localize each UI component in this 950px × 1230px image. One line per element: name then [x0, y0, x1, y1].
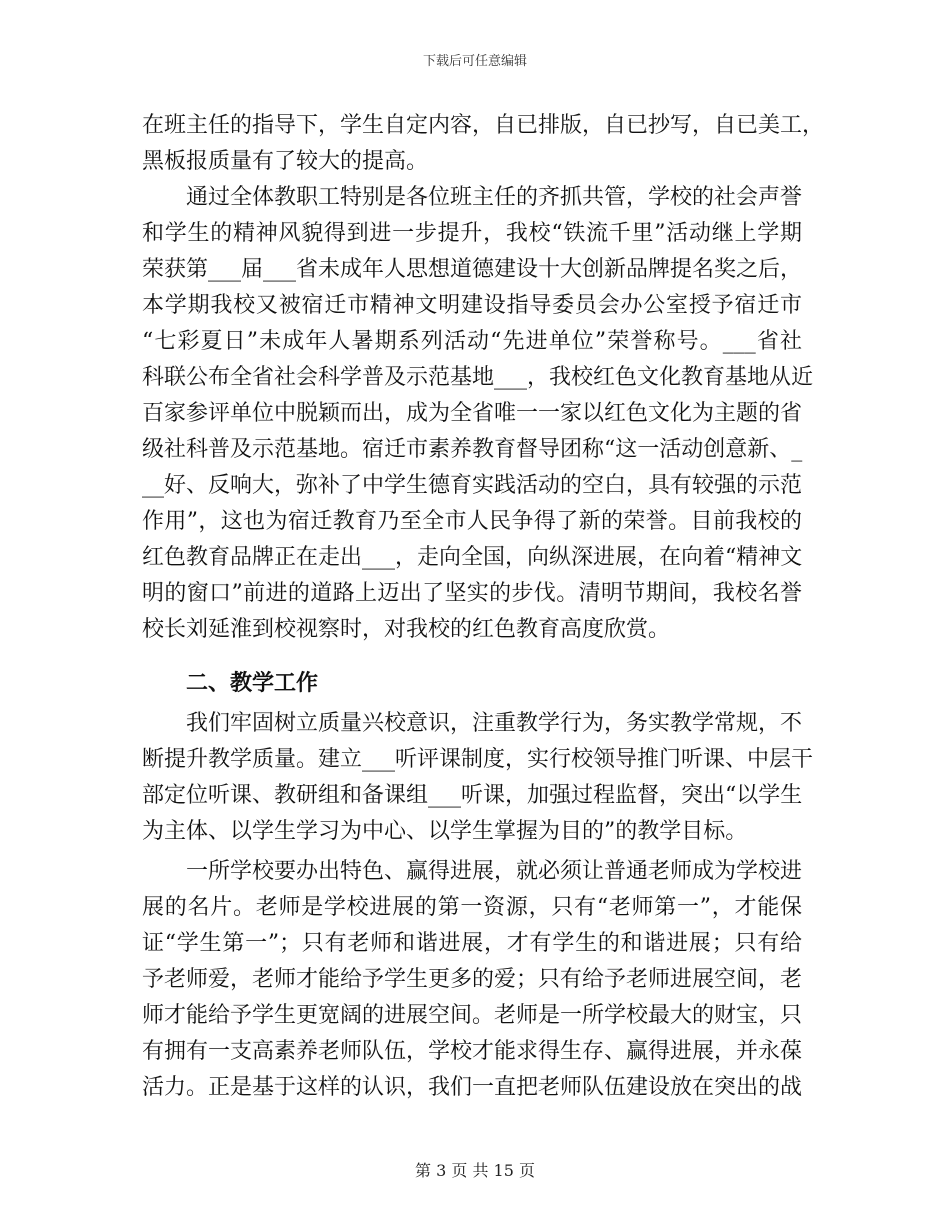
page-number: 第 3 页 共 15 页	[415, 1161, 535, 1180]
paragraph-2-line-12: 明的窗口”前进的道路上迈出了坚实的步伐。清明节期间，我校名誉	[142, 581, 802, 606]
section-paragraph-1-line-3: 部定位听课、教研组和备课组___听课，加强过程监督，突出“以学生	[142, 783, 803, 808]
paragraph-2-line-5: “七彩夏日”未成年人暑期系列活动“先进单位”荣誉称号。___省社	[142, 329, 802, 354]
paragraph-2-line-2: 和学生的精神风貌得到进一步提升，我校“铁流千里”活动继上学期	[142, 221, 802, 246]
section-paragraph-2-line-7: 活力。正是基于这样的认识，我们一直把老师队伍建设放在突出的战	[142, 1075, 803, 1100]
paragraph-2-line-9: __好、反响大，弥补了中学生德育实践活动的空白，具有较强的示范	[142, 473, 803, 498]
section-paragraph-2-line-1: 一所学校要办出特色、赢得进展，就必须让普通老师成为学校进	[186, 859, 803, 884]
paragraph-2-line-7: 百家参评单位中脱颖而出，成为全省唯一一家以红色文化为主题的省	[142, 401, 803, 426]
paragraph-2-line-10: 作用”，这也为宿迁教育乃至全市人民争得了新的荣誉。目前我校的	[142, 509, 802, 534]
section-heading: 二、教学工作	[186, 671, 319, 696]
paragraph-2-line-13: 校长刘延淮到校视察时，对我校的红色教育高度欣赏。	[142, 617, 671, 642]
paragraph-2-line-4: 本学期我校又被宿迁市精神文明建设指导委员会办公室授予宿迁市	[142, 293, 802, 318]
paragraph-1-line-1: 在班主任的指导下，学生自定内容，自已排版，自已抄写，自已美工，	[142, 113, 825, 138]
section-paragraph-2-line-4: 予老师爱，老师才能给予学生更多的爱；只有给予老师进展空间，老	[142, 967, 803, 992]
paragraph-2-line-11: 红色教育品牌正在走出___，走向全国，向纵深进展，在向着“精神文	[142, 545, 803, 570]
paragraph-1-line-2: 黑板报质量有了较大的提高。	[142, 149, 429, 174]
section-paragraph-1-line-2: 断提升教学质量。建立___听评课制度，实行校领导推门听课、中层干	[142, 747, 814, 772]
paragraph-2-line-3: 荣获第___届___省未成年人思想道德建设十大创新品牌提名奖之后，	[142, 257, 803, 282]
section-paragraph-2-line-6: 有拥有一支高素养老师队伍，学校才能求得生存、赢得进展，并永葆	[142, 1039, 803, 1064]
paragraph-2-line-8: 级社科普及示范基地。宿迁市素养教育督导团称“这一活动创意新、_	[142, 437, 803, 462]
page-header-note: 下载后可任意编辑	[422, 54, 527, 69]
section-paragraph-1-line-1: 我们牢固树立质量兴校意识，注重教学行为，务实教学常规，不	[186, 711, 803, 736]
paragraph-2-line-1: 通过全体教职工特别是各位班主任的齐抓共管，学校的社会声誉	[186, 185, 803, 210]
section-paragraph-2-line-3: 证“学生第一”；只有老师和谐进展，才有学生的和谐进展；只有给	[142, 931, 802, 956]
section-paragraph-1-line-4: 为主体、以学生学习为中心、以学生掌握为目的”的教学目标。	[142, 819, 748, 844]
paragraph-2-line-6: 科联公布全省社会科学普及示范基地___，我校红色文化教育基地从近	[142, 365, 814, 390]
section-paragraph-2-line-5: 师才能给予学生更宽阔的进展空间。老师是一所学校最大的财宝，只	[142, 1003, 803, 1028]
section-paragraph-2-line-2: 展的名片。老师是学校进展的第一资源，只有“老师第一”，才能保	[142, 895, 802, 920]
